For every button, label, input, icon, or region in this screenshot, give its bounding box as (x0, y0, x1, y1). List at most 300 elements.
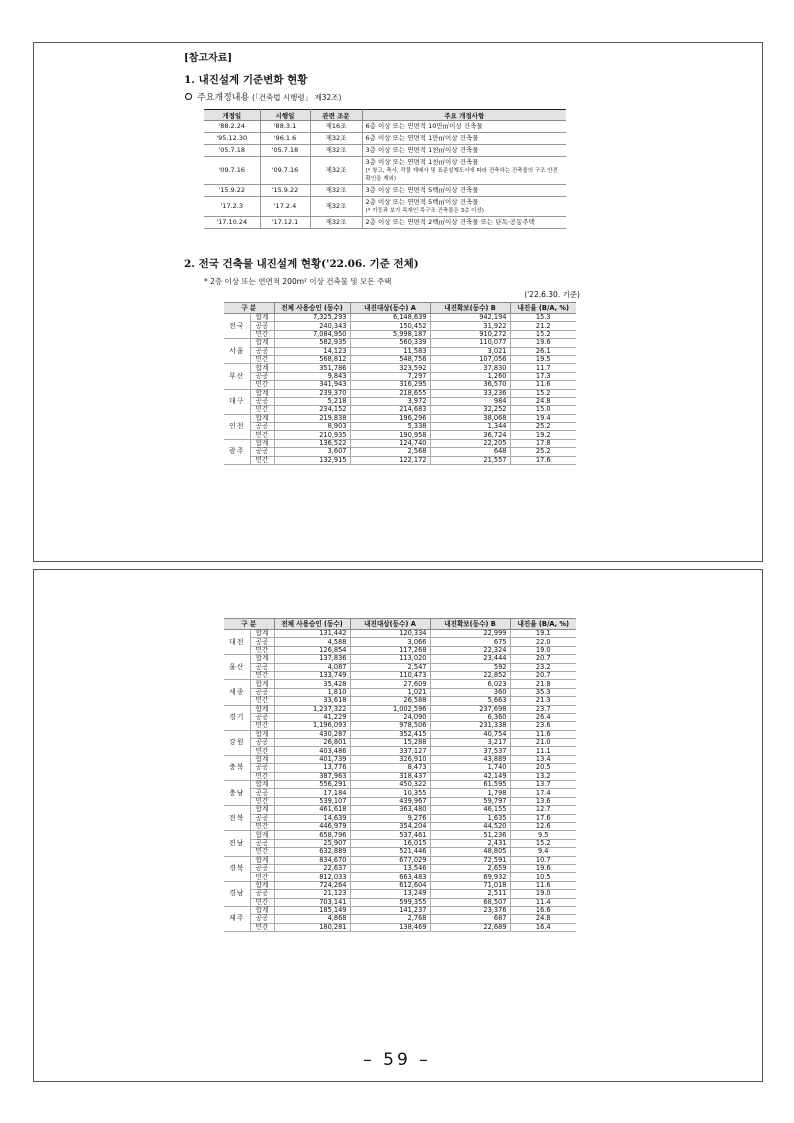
row-kind: 합계 (250, 389, 274, 397)
amendment-content (362, 145, 566, 157)
row-kind: 공공 (250, 814, 274, 822)
seismic-rate: 24.8 (510, 397, 576, 405)
seismic-rate: 19.5 (510, 355, 576, 363)
amendment-row (204, 197, 566, 217)
table-row (224, 848, 576, 856)
seismic-rate: 12.7 (510, 806, 576, 814)
total-count: 724,264 (274, 881, 350, 889)
total-count: 41,229 (274, 713, 350, 721)
table-row (224, 722, 576, 730)
row-kind: 공공 (250, 423, 274, 431)
content-text: 2층 이상 또는 연면적 5백㎡이상 건축물 (365, 198, 479, 206)
content-text: 6층 이상 또는 연면적 1만㎡이상 건축물 (365, 134, 479, 142)
table-row (224, 423, 576, 431)
target-count: 117,268 (350, 646, 430, 654)
target-count: 141,237 (350, 906, 430, 914)
secured-count: 31,922 (430, 322, 510, 330)
target-count: 521,446 (350, 848, 430, 856)
secured-count: 1,344 (430, 423, 510, 431)
amendment-row (204, 121, 566, 133)
target-count: 363,480 (350, 806, 430, 814)
target-count: 1,002,596 (350, 705, 430, 713)
seismic-rate: 13.2 (510, 772, 576, 780)
secured-count: 687 (430, 915, 510, 923)
target-count: 612,604 (350, 881, 430, 889)
seismic-rate: 10.7 (510, 856, 576, 864)
table-row (224, 414, 576, 422)
secured-count: 592 (430, 663, 510, 671)
row-kind: 합계 (250, 364, 274, 372)
header-total: 전체 사용승인 (동수) (274, 619, 350, 630)
row-kind: 공공 (250, 372, 274, 380)
row-kind: 공공 (250, 347, 274, 355)
content-text: 3층 이상 또는 연면적 5백㎡이상 건축물 (365, 186, 479, 194)
effective-date: '96.1.6 (260, 133, 310, 145)
table-row (224, 389, 576, 397)
secured-count: 44,520 (430, 822, 510, 830)
stats-table-page1 (224, 302, 576, 465)
seismic-rate: 19.6 (510, 864, 576, 872)
seismic-rate: 21.3 (510, 697, 576, 705)
secured-count: 2,659 (430, 864, 510, 872)
secured-count: 38,068 (430, 414, 510, 422)
row-kind: 민간 (250, 923, 274, 931)
row-kind: 민간 (250, 873, 274, 881)
secured-count: 5,663 (430, 697, 510, 705)
target-count: 560,339 (350, 339, 430, 347)
row-kind: 공공 (250, 448, 274, 456)
secured-count: 42,149 (430, 772, 510, 780)
seismic-rate: 17.6 (510, 456, 576, 464)
table-row (224, 364, 576, 372)
seismic-rate: 11.1 (510, 747, 576, 755)
region-name: 부산 (224, 364, 250, 389)
target-count: 537,461 (350, 831, 430, 839)
amendment-content (362, 133, 566, 145)
region-name: 대구 (224, 389, 250, 414)
target-count: 214,683 (350, 406, 430, 414)
target-count: 190,958 (350, 431, 430, 439)
secured-count: 3,217 (430, 739, 510, 747)
table-row (224, 864, 576, 872)
stats-rows-page1 (224, 314, 576, 465)
table-row (224, 314, 576, 322)
table-row (224, 856, 576, 864)
total-count: 240,343 (274, 322, 350, 330)
row-kind: 합계 (250, 414, 274, 422)
stats-rows-page2 (224, 630, 576, 932)
row-kind: 합계 (250, 314, 274, 322)
secured-count: 61,595 (430, 781, 510, 789)
secured-count: 22,324 (430, 646, 510, 654)
total-count: 403,486 (274, 747, 350, 755)
target-count: 548,756 (350, 355, 430, 363)
row-kind: 공공 (250, 663, 274, 671)
target-count: 326,910 (350, 755, 430, 763)
table-row (224, 881, 576, 889)
total-count: 185,149 (274, 906, 350, 914)
seismic-rate: 19.4 (510, 414, 576, 422)
total-count: 387,963 (274, 772, 350, 780)
total-count: 132,915 (274, 456, 350, 464)
row-kind: 합계 (250, 680, 274, 688)
amendment-content (362, 185, 566, 197)
content-note: (* 창고, 축사, 작물 재배사 및 표준설계도서에 따라 건축하는 건축물의 구조 안전 확인을 제외) (365, 168, 558, 182)
seismic-rate: 20.7 (510, 655, 576, 663)
table-row (224, 671, 576, 679)
secured-count: 1,260 (430, 372, 510, 380)
seismic-rate: 13.6 (510, 797, 576, 805)
row-kind: 합계 (250, 906, 274, 914)
stats-table-page2 (224, 618, 576, 932)
target-count: 439,967 (350, 797, 430, 805)
row-kind: 합계 (250, 881, 274, 889)
article: 제32조 (310, 133, 362, 145)
total-count: 703,141 (274, 898, 350, 906)
target-count: 318,437 (350, 772, 430, 780)
seismic-rate: 17.8 (510, 439, 576, 447)
table-row (224, 680, 576, 688)
total-count: 234,152 (274, 406, 350, 414)
seismic-rate: 19.6 (510, 339, 576, 347)
header-rate: 내진율 (B/A, %) (510, 619, 576, 630)
revised-date: '17.2.3 (204, 197, 260, 217)
effective-date: '17.12.1 (260, 217, 310, 229)
stats-header-row (224, 619, 576, 630)
total-count: 126,854 (274, 646, 350, 654)
seismic-rate: 10.5 (510, 873, 576, 881)
seismic-rate: 17.3 (510, 372, 576, 380)
seismic-rate: 20.5 (510, 764, 576, 772)
region-name: 울산 (224, 655, 250, 680)
seismic-rate: 16.4 (510, 923, 576, 931)
amendment-table (204, 109, 566, 229)
row-kind: 민간 (250, 822, 274, 830)
total-count: 14,123 (274, 347, 350, 355)
row-kind: 공공 (250, 864, 274, 872)
total-count: 658,796 (274, 831, 350, 839)
table-row (224, 764, 576, 772)
table-row (224, 448, 576, 456)
article: 제32조 (310, 157, 362, 185)
secured-count: 942,194 (430, 314, 510, 322)
row-kind: 공공 (250, 789, 274, 797)
amendment-content (362, 121, 566, 133)
row-kind: 합계 (250, 339, 274, 347)
row-kind: 민간 (250, 381, 274, 389)
row-kind: 민간 (250, 747, 274, 755)
target-count: 354,204 (350, 822, 430, 830)
effective-date: '88.3.1 (260, 121, 310, 133)
total-count: 632,889 (274, 848, 350, 856)
table-row (224, 730, 576, 738)
total-count: 136,522 (274, 439, 350, 447)
revised-date: '88.2.24 (204, 121, 260, 133)
target-count: 337,127 (350, 747, 430, 755)
seismic-rate: 19.0 (510, 646, 576, 654)
article: 제16조 (310, 121, 362, 133)
target-count: 110,473 (350, 671, 430, 679)
table-row (224, 822, 576, 830)
secured-count: 37,537 (430, 747, 510, 755)
row-kind: 합계 (250, 806, 274, 814)
seismic-rate: 15.2 (510, 839, 576, 847)
row-kind: 민간 (250, 406, 274, 414)
target-count: 13,546 (350, 864, 430, 872)
region-name: 전국 (224, 314, 250, 339)
seismic-rate: 22.0 (510, 638, 576, 646)
target-count: 663,483 (350, 873, 430, 881)
stats-header-row (224, 303, 576, 314)
target-count: 2,568 (350, 448, 430, 456)
region-name: 전남 (224, 831, 250, 856)
total-count: 239,370 (274, 389, 350, 397)
total-count: 556,291 (274, 781, 350, 789)
revised-date: '05.7.18 (204, 145, 260, 157)
secured-count: 2,431 (430, 839, 510, 847)
row-kind: 공공 (250, 915, 274, 923)
revised-date: '09.7.16 (204, 157, 260, 185)
secured-count: 21,557 (430, 456, 510, 464)
total-count: 812,033 (274, 873, 350, 881)
total-count: 539,107 (274, 797, 350, 805)
seismic-rate: 15.0 (510, 406, 576, 414)
row-kind: 공공 (250, 839, 274, 847)
table-row (224, 406, 576, 414)
target-count: 150,452 (350, 322, 430, 330)
table-row (224, 923, 576, 931)
seismic-rate: 9.5 (510, 831, 576, 839)
secured-count: 6,360 (430, 713, 510, 721)
seismic-rate: 26.1 (510, 347, 576, 355)
effective-date: '15.9.22 (260, 185, 310, 197)
target-count: 16,015 (350, 839, 430, 847)
seismic-rate: 23.2 (510, 663, 576, 671)
content-text: 3층 이상 또는 연면적 1천㎡이상 건축물 (365, 146, 479, 154)
secured-count: 360 (430, 688, 510, 696)
total-count: 4,087 (274, 663, 350, 671)
row-kind: 민간 (250, 355, 274, 363)
secured-count: 69,932 (430, 873, 510, 881)
row-kind: 공공 (250, 322, 274, 330)
circle-bullet-icon (185, 93, 192, 100)
seismic-rate: 25.2 (510, 423, 576, 431)
target-count: 7,297 (350, 372, 430, 380)
table-row (224, 755, 576, 763)
target-count: 124,740 (350, 439, 430, 447)
region-name: 충북 (224, 755, 250, 780)
content-note: (* 기둥과 보가 목재인 목구조 건축물은 3층 이상) (365, 208, 484, 214)
secured-count: 68,507 (430, 898, 510, 906)
total-count: 33,618 (274, 697, 350, 705)
seismic-rate: 21.0 (510, 739, 576, 747)
article: 제32조 (310, 197, 362, 217)
secured-count: 72,591 (430, 856, 510, 864)
table-row (224, 355, 576, 363)
target-count: 3,972 (350, 397, 430, 405)
row-kind: 민간 (250, 797, 274, 805)
total-count: 21,123 (274, 890, 350, 898)
secured-count: 22,999 (430, 630, 510, 638)
row-kind: 민간 (250, 848, 274, 856)
secured-count: 910,272 (430, 330, 510, 338)
amendment-header-row (204, 110, 566, 121)
section1-title: 1. 내진설계 기준변화 현황 (184, 74, 308, 86)
section1-subtitle (184, 91, 586, 105)
seismic-rate: 21.8 (510, 680, 576, 688)
target-count: 9,276 (350, 814, 430, 822)
seismic-rate: 19.2 (510, 431, 576, 439)
target-count: 122,172 (350, 456, 430, 464)
target-count: 2,547 (350, 663, 430, 671)
row-kind: 민간 (250, 697, 274, 705)
header-revised: 개정일 (204, 110, 260, 121)
total-count: 14,639 (274, 814, 350, 822)
total-count: 131,442 (274, 630, 350, 638)
seismic-rate: 24.8 (510, 915, 576, 923)
seismic-rate: 35.3 (510, 688, 576, 696)
secured-count: 2,511 (430, 890, 510, 898)
seismic-rate: 15.3 (510, 314, 576, 322)
total-count: 341,943 (274, 381, 350, 389)
seismic-rate: 17.4 (510, 789, 576, 797)
header-rate: 내진율 (B/A, %) (510, 303, 576, 314)
secured-count: 37,830 (430, 364, 510, 372)
table-row (224, 906, 576, 914)
effective-date: '05.7.18 (260, 145, 310, 157)
seismic-rate: 19.1 (510, 630, 576, 638)
row-kind: 합계 (250, 730, 274, 738)
region-name: 전북 (224, 806, 250, 831)
secured-count: 43,889 (430, 755, 510, 763)
row-kind: 민간 (250, 722, 274, 730)
secured-count: 59,797 (430, 797, 510, 805)
article: 제32조 (310, 185, 362, 197)
target-count: 24,090 (350, 713, 430, 721)
target-count: 138,469 (350, 923, 430, 931)
page-content-top (184, 52, 586, 465)
total-count: 401,739 (274, 755, 350, 763)
row-kind: 공공 (250, 890, 274, 898)
secured-count: 237,698 (430, 705, 510, 713)
region-name: 충남 (224, 781, 250, 806)
header-target: 내진대상(동수) A (350, 303, 430, 314)
target-count: 113,020 (350, 655, 430, 663)
seismic-rate: 17.6 (510, 814, 576, 822)
region-name: 서울 (224, 339, 250, 364)
target-count: 352,415 (350, 730, 430, 738)
table-row (224, 781, 576, 789)
row-kind: 민간 (250, 456, 274, 464)
table-row (224, 339, 576, 347)
seismic-rate: 13.4 (510, 755, 576, 763)
total-count: 582,935 (274, 339, 350, 347)
secured-count: 675 (430, 638, 510, 646)
row-kind: 민간 (250, 898, 274, 906)
row-kind: 민간 (250, 330, 274, 338)
target-count: 599,355 (350, 898, 430, 906)
total-count: 22,637 (274, 864, 350, 872)
target-count: 196,296 (350, 414, 430, 422)
target-count: 3,066 (350, 638, 430, 646)
table-row (224, 739, 576, 747)
total-count: 5,218 (274, 397, 350, 405)
total-count: 26,801 (274, 739, 350, 747)
target-count: 13,249 (350, 890, 430, 898)
secured-count: 48,805 (430, 848, 510, 856)
table-row (224, 697, 576, 705)
row-kind: 합계 (250, 705, 274, 713)
header-effective: 시행일 (260, 110, 310, 121)
secured-count: 23,444 (430, 655, 510, 663)
total-count: 35,428 (274, 680, 350, 688)
total-count: 3,607 (274, 448, 350, 456)
header-target: 내진대상(동수) A (350, 619, 430, 630)
content-text: 6층 이상 또는 연면적 10만㎡이상 건축물 (365, 122, 483, 130)
total-count: 430,287 (274, 730, 350, 738)
amendment-rows (204, 121, 566, 229)
secured-count: 71,018 (430, 881, 510, 889)
region-name: 인천 (224, 414, 250, 439)
total-count: 461,618 (274, 806, 350, 814)
seismic-rate: 16.6 (510, 906, 576, 914)
row-kind: 합계 (250, 755, 274, 763)
table-row (224, 439, 576, 447)
secured-count: 22,205 (430, 439, 510, 447)
header-secured: 내진확보(동수) B (430, 303, 510, 314)
table-row (224, 806, 576, 814)
seismic-rate: 15.2 (510, 389, 576, 397)
total-count: 13,776 (274, 764, 350, 772)
target-count: 6,148,639 (350, 314, 430, 322)
total-count: 133,749 (274, 671, 350, 679)
section2-note: * 2층 이상 또는 연면적 200m² 이상 건축물 및 모든 주택 (204, 277, 392, 286)
total-count: 210,935 (274, 431, 350, 439)
seismic-rate: 9.4 (510, 848, 576, 856)
subtitle-text: 주요개정내용 (197, 93, 250, 103)
table-row (224, 381, 576, 389)
target-count: 11,583 (350, 347, 430, 355)
seismic-rate: 11.6 (510, 730, 576, 738)
header-article: 관련 조문 (310, 110, 362, 121)
article: 제32조 (310, 217, 362, 229)
secured-count: 22,852 (430, 671, 510, 679)
target-count: 218,655 (350, 389, 430, 397)
secured-count: 6,023 (430, 680, 510, 688)
total-count: 4,588 (274, 638, 350, 646)
target-count: 15,288 (350, 739, 430, 747)
seismic-rate: 25.2 (510, 448, 576, 456)
seismic-rate: 12.6 (510, 822, 576, 830)
target-count: 8,473 (350, 764, 430, 772)
table-row (224, 655, 576, 663)
total-count: 219,838 (274, 414, 350, 422)
amendment-row (204, 185, 566, 197)
content-text: 3층 이상 또는 연면적 1천㎡이상 건축물 (365, 158, 479, 166)
target-count: 120,334 (350, 630, 430, 638)
table-row (224, 705, 576, 713)
total-count: 8,903 (274, 423, 350, 431)
secured-count: 3,021 (430, 347, 510, 355)
total-count: 351,786 (274, 364, 350, 372)
row-kind: 공공 (250, 713, 274, 721)
row-kind: 합계 (250, 856, 274, 864)
seismic-rate: 21.2 (510, 322, 576, 330)
seismic-rate: 11.6 (510, 881, 576, 889)
revised-date: '15.9.22 (204, 185, 260, 197)
row-kind: 공공 (250, 638, 274, 646)
row-kind: 민간 (250, 646, 274, 654)
